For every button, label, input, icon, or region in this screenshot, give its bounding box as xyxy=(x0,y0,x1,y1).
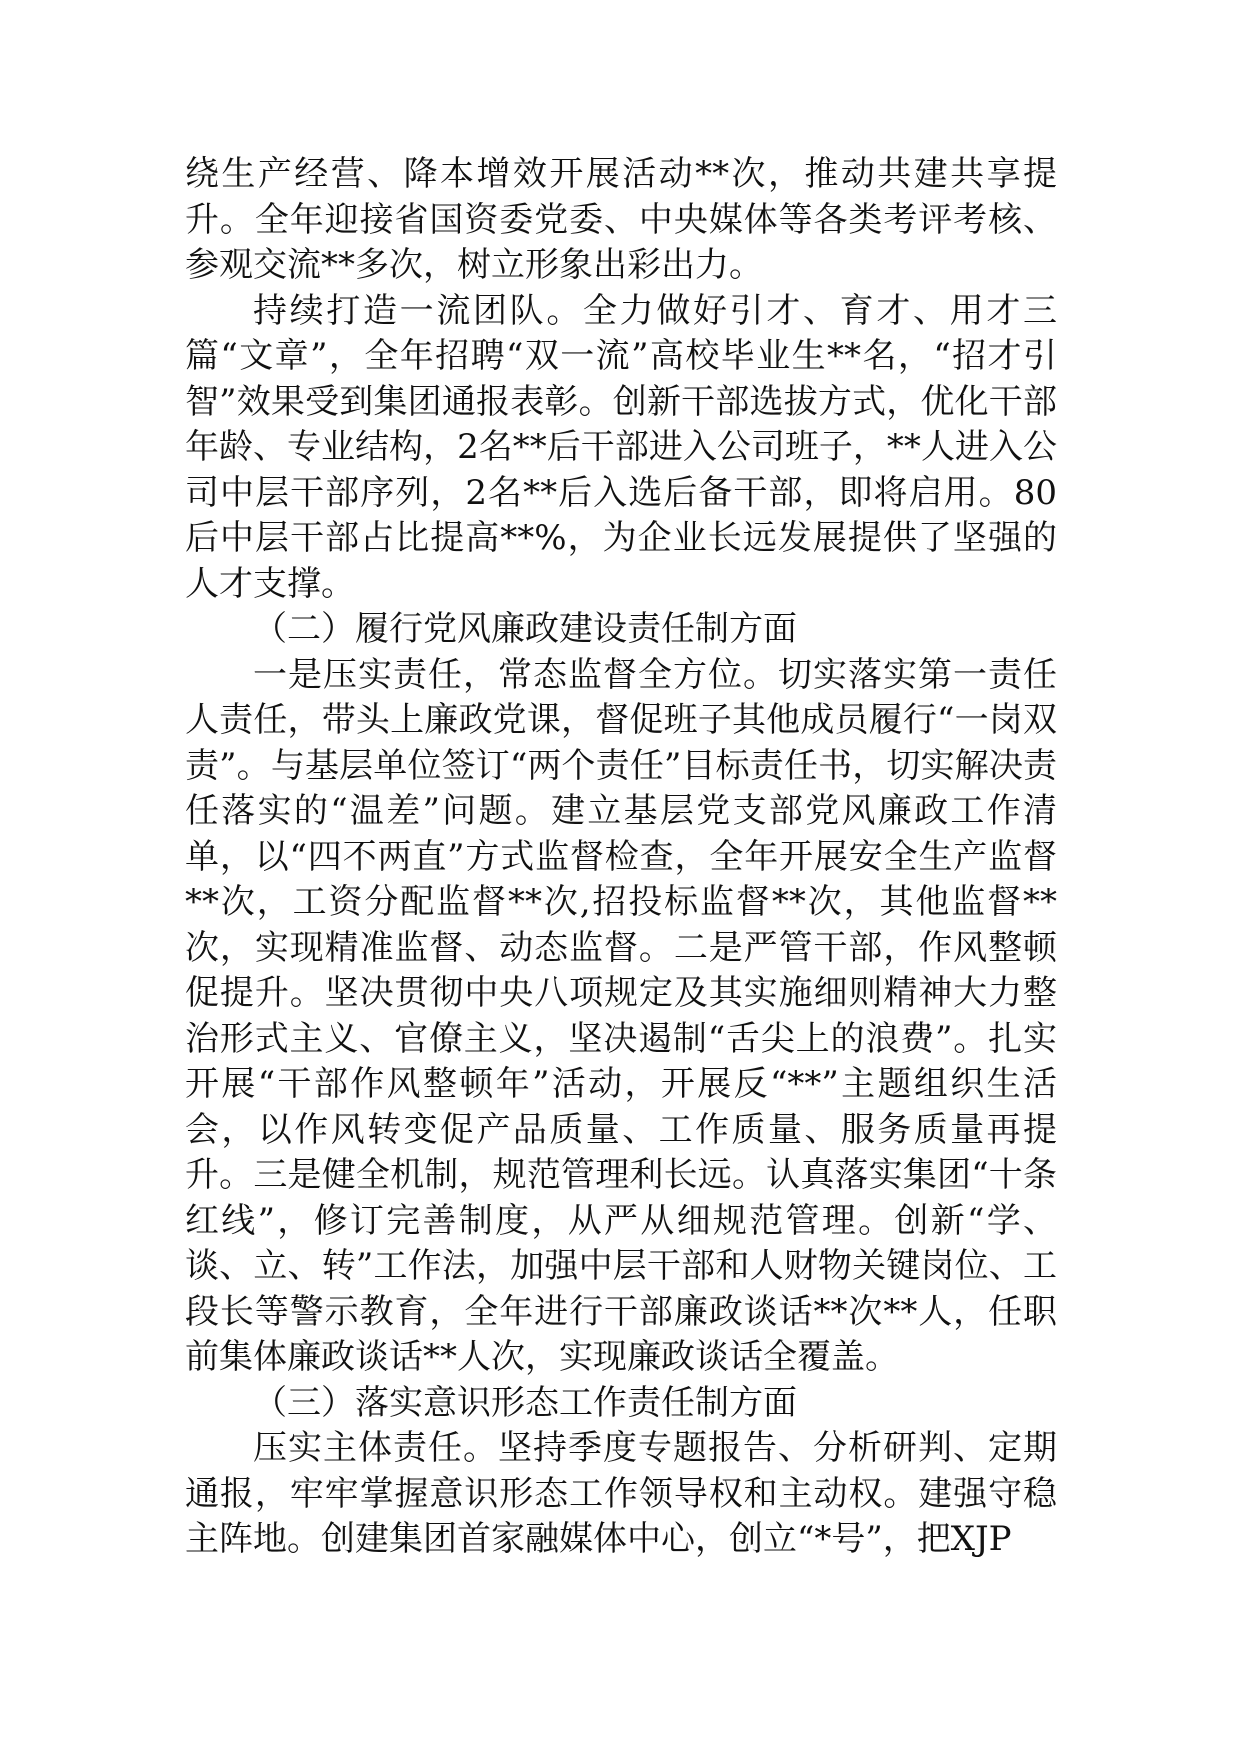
paragraph-activities-summary: 绕生产经营、降本增效开展活动**次，推动共建共享提升。全年迎接省国资委党委、中央媒体等各类考评考核、参观交流**多次，树立形象出彩出力。 xyxy=(185,154,1057,285)
section-heading-anti-corruption: （二）履行党风廉政建设责任制方面 xyxy=(253,609,797,649)
paragraph-anti-corruption: 一是压实责任，常态监督全方位。切实落实第一责任人责任，带头上廉政党课，督促班子其他成员履行“一岗双责”。与基层单位签订“两个责任”目标责任书，切实解决责任落实的“温差”问题。建立基层党支部党风廉政工作清单，以“四不两直”方式监督检查，全年开展安全生产监督**次，工资分配监督**次,招投标监督**次，其他监督**次，实现精准监督、动态监督。二是严管干部，作风整顿促提升。坚决贯彻中央八项规定及其实施细则精神大力整治形式主义、官僚主义，坚决遏制“舌尖上的浪费”。扎实开展“干部作风整顿年”活动，开展反“**”主题组织生活会，以作风转变促产品质量、工作质量、服务质量再提升。三是健全机制，规范管理利长远。认真落实集团“十条红线”，修订完善制度，从严从细规范管理。创新“学、谈、立、转”工作法，加强中层干部和人财物关键岗位、工段长等警示教育，全年进行干部廉政谈话**次**人，任职前集体廉政谈话**人次，实现廉政谈话全覆盖。 xyxy=(185,654,1057,1377)
document-page xyxy=(185,152,1057,1563)
paragraph-ideology: 压实主体责任。坚持季度专题报告、分析研判、定期通报，牢牢掌握意识形态工作领导权和主动权。建强守稳主阵地。创建集团首家融媒体中心，创立“*号”，把XJP xyxy=(185,1428,1057,1559)
section-heading-ideology: （三）落实意识形态工作责任制方面 xyxy=(253,1382,797,1423)
paragraph-talent-team: 持续打造一流团队。全力做好引才、育才、用才三篇“文章”，全年招聘“双一流”高校毕业生**名，“招才引智”效果受到集团通报表彰。创新干部选拔方式，优化干部年龄、专业结构，2名**后干部进入公司班子，**人进入公司中层干部序列，2名**后入选后备干部，即将启用。80后中层干部占比提高**%，为企业长远发展提供了坚强的人才支撑。 xyxy=(185,290,1057,604)
